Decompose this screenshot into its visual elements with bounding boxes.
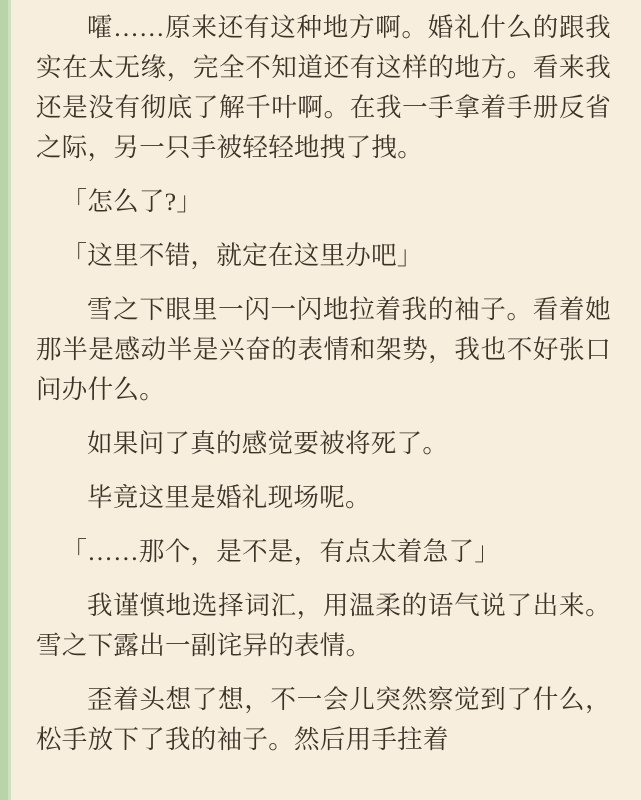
paragraph: 毕竟这里是婚礼现场呢。 [87, 483, 371, 512]
page-text-body [11, 0, 641, 800]
paragraph: 我谨慎地选择词汇，用温柔的语气说了出来。雪之下露出一副诧异的表情。 [36, 591, 611, 660]
paragraph: 嚯……原来还有这种地方啊。婚礼什么的跟我实在太无缘，完全不知道还有这样的地方。看来我还是没有彻底了解千叶啊。在我一手拿着手册反省之际，另一只手被轻轻地拽了拽。 [36, 13, 611, 162]
paragraph: 歪着头想了想，不一会儿突然察觉到了什么，松手放下了我的袖子。然后用手拄着 [36, 685, 611, 754]
paragraph: 如果问了真的感觉要被将死了。 [87, 429, 449, 458]
page-edge-bar [0, 0, 10, 800]
paragraph: 「这里不错，就定在这里办吧」 [61, 241, 423, 270]
paragraph: 「怎么了?」 [61, 187, 203, 216]
paragraph: 雪之下眼里一闪一闪地拉着我的袖子。看着她那半是感动半是兴奋的表情和架势，我也不好张口问办什么。 [36, 295, 611, 404]
paragraph: 「……那个，是不是，有点太着急了」 [61, 537, 501, 566]
